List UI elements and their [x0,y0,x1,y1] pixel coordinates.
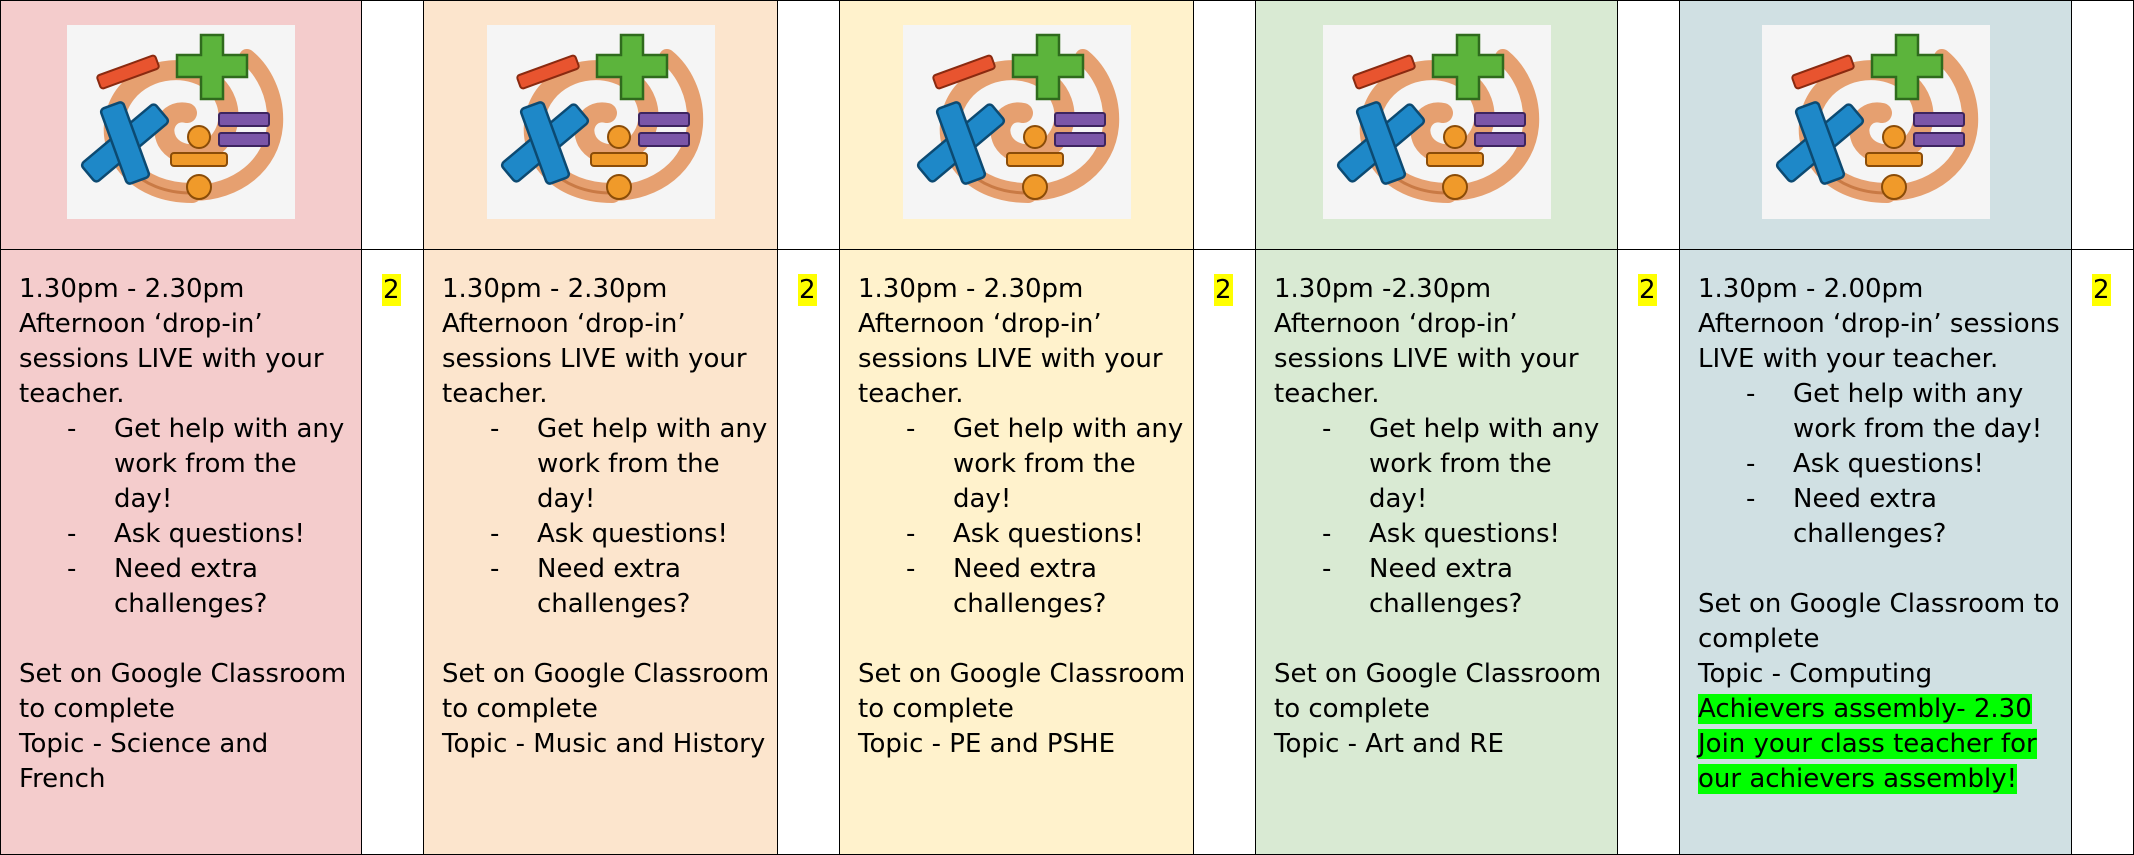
day-1-number-header [362,0,424,250]
bullet-item: - Ask questions! [1274,517,1617,552]
session-time: 1.30pm - 2.00pm [1698,274,1924,304]
session-bullets [1274,412,1617,622]
maths-symbols-spiral-icon [487,25,715,219]
day-3-session [840,250,1194,855]
day-3-number-header [1194,0,1256,250]
day-4-number-cell [1618,250,1680,855]
day-5-number-cell [2072,250,2134,855]
day-2-logo-cell [424,0,778,250]
assembly-notice-text: Join your class teacher for our achievers assembly! [1698,729,2037,794]
session-time: 1.30pm - 2.30pm [858,274,1084,304]
session-bullets [442,412,777,622]
session-bullets [858,412,1193,622]
bullet-item: - Ask questions! [1698,447,2071,482]
day-4-number-header [1618,0,1680,250]
maths-symbols-spiral-icon [1323,25,1551,219]
number-badge: 2 [1639,275,1656,305]
day-2-number-header [778,0,840,250]
classroom-note: Set on Google Classroom to complete [1274,659,1602,724]
day-1-session [0,250,362,855]
day-3-logo-cell [840,0,1194,250]
day-5-number-header [2072,0,2134,250]
assembly-notice-title: Achievers assembly- 2.30 [1698,694,2032,724]
topic: Topic - Art and RE [1274,729,1504,759]
number-badge: 2 [799,275,816,305]
topic: Topic - PE and PSHE [858,729,1116,759]
session-intro: Afternoon ‘drop-in’ sessions LIVE with your teacher. [1698,309,2060,374]
session-time: 1.30pm -2.30pm [1274,274,1492,304]
number-badge: 2 [1215,275,1232,305]
day-3-number-cell [1194,250,1256,855]
classroom-note: Set on Google Classroom to complete [1698,589,2060,654]
bullet-item: - Ask questions! [19,517,361,552]
maths-symbols-spiral-icon [67,25,295,219]
bullet-item: - Ask questions! [858,517,1193,552]
bullet-item: - Get help with any work from the day! [1698,377,2071,447]
session-intro: Afternoon ‘drop-in’ sessions LIVE with your teacher. [19,309,324,409]
bullet-item: - Get help with any work from the day! [1274,412,1617,517]
topic: Topic - Music and History [442,729,766,759]
maths-symbols-spiral-icon [1762,25,1990,219]
day-1-number-cell [362,250,424,855]
number-badge: 2 [2093,275,2110,305]
session-time: 1.30pm - 2.30pm [442,274,668,304]
bullet-item: - Ask questions! [442,517,777,552]
classroom-note: Set on Google Classroom to complete [442,659,770,724]
day-2-number-cell [778,250,840,855]
day-5-logo-cell [1680,0,2072,250]
session-bullets [1698,377,2071,552]
topic: Topic - Science and French [19,729,269,794]
session-intro: Afternoon ‘drop-in’ sessions LIVE with your teacher. [858,309,1163,409]
classroom-note: Set on Google Classroom to complete [19,659,347,724]
bullet-item: - Get help with any work from the day! [858,412,1193,517]
bullet-item: - Get help with any work from the day! [442,412,777,517]
number-badge: 2 [383,275,400,305]
session-bullets [19,412,361,622]
day-5-session [1680,250,2072,855]
day-2-session [424,250,778,855]
day-4-session [1256,250,1618,855]
day-4-logo-cell [1256,0,1618,250]
session-time: 1.30pm - 2.30pm [19,274,245,304]
classroom-note: Set on Google Classroom to complete [858,659,1186,724]
topic: Topic - Computing [1698,659,1933,689]
bullet-item: - Need extra challenges? [858,552,1193,622]
maths-symbols-spiral-icon [903,25,1131,219]
session-intro: Afternoon ‘drop-in’ sessions LIVE with your teacher. [442,309,747,409]
bullet-item: - Need extra challenges? [19,552,361,622]
bullet-item: - Get help with any work from the day! [19,412,361,517]
day-1-logo-cell [0,0,362,250]
bullet-item: - Need extra challenges? [442,552,777,622]
bullet-item: - Need extra challenges? [1698,482,2071,552]
bullet-item: - Need extra challenges? [1274,552,1617,622]
session-intro: Afternoon ‘drop-in’ sessions LIVE with your teacher. [1274,309,1579,409]
